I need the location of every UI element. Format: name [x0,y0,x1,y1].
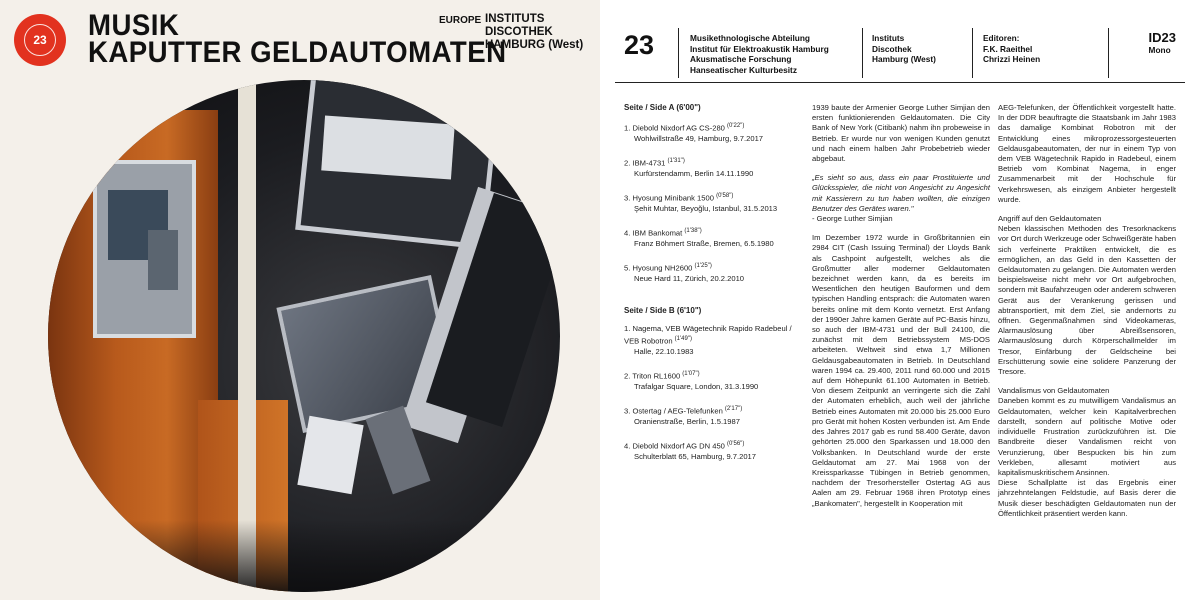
editor-name: Chrizzi Heinen [983,54,1041,64]
track-number: 4. [624,441,631,451]
catalog-number: 23 [24,24,56,56]
track-location: Schulterblatt 65, Hamburg, 9.7.2017 [634,451,756,461]
institute-block [872,33,936,65]
header-divider [1108,28,1109,78]
side-b-heading: Seite / Side B (6'10") [624,305,702,315]
track-number: 4. [624,228,631,238]
quote-author: - George Luther Simjian [812,214,893,224]
track-duration: (1'25") [694,262,712,269]
atm-keypad-left [148,230,178,290]
track-name: Ostertag / AEG-Telefunken [632,406,723,416]
track-item [624,121,802,144]
track-item [624,439,802,462]
essay-paragraph: Daneben kommt es zu mutwilligem Vandalismus an Geldautomaten, welcher kein Kapitalverbrechen darstellt, sondern auf politische Motive oder individuelle Frustration zurückzuführen ist. Die Bandbreite dieser Vandalismen reicht von Verunzierung, über Bespucken bis hin zum Verkleben, allesamt motiviert aus kapitalismuskritischem Ansinnen. [998,396,1176,477]
liner-notes [600,0,1200,600]
track-duration: (0'56") [727,441,745,448]
editors-block [983,33,1040,65]
essay-column-2 [812,103,990,518]
track-duration: (1'31") [667,158,685,165]
essay-paragraph: AEG-Telefunken, der Öffentlichkeit vorgestellt hatte. In der DDR beauftragte die Staatsbank im Jahr 1983 das damalige Kombinat Robotron mit der Entwicklung eines mikroprozessorgesteuerten Geldausgabeautomaten, der nur in einem Typ von dem VEB Wägetechnik Rapido in Radebeul, einem Betrieb vom Kombinat Nagema, in enger Zusammenarbeit mit der Hochschule für Verkehrswesen, als einzigem Anbieter hergestellt wurde. [998,103,1176,204]
track-location: Trafalgar Square, London, 31.3.1990 [634,381,759,391]
department-line: Akusmatische Forschung [690,54,792,64]
editor-name: F.K. Raeithel [983,43,1033,54]
track-number: 1. [624,123,631,133]
track-duration: (1'38") [684,228,702,235]
release-format: Mono [1148,45,1171,55]
track-item [624,404,802,427]
track-number: 3. [624,406,631,416]
tracklist-column [624,103,802,474]
header-rule [615,82,1185,83]
album-title-line1: MUSIK [88,9,180,42]
track-number: 5. [624,263,631,273]
header-divider [678,28,679,78]
essay-paragraph: Neben klassischen Methoden des Tresorknackens vor Ort durch Werkzeuge oder Schweißgeräte haben sich verfeinerte Praktiken entwickelt, die es ermöglichen, an das Geld in den Kassetten der Geldautomaten zu gelangen. Die Automaten werden beispielsweise nicht mehr vor Ort aufgebrochen, sondern mit Baufahrzeugen oder anderem schweren Gerät aus der Verankerung gerissen und abtransportiert, mit dem Ziel, sie andernorts zu öffnen. Gegenmaßnahmen sind Videokameras, Alarmauslösung über Abreißsensoren, Alarmauslösung durch Körperschallmelder im Tresor, Einfärbung der Geldscheine bei Erschütterung sowie eine solidere Panzerung der Tresore. [998,224,1176,377]
track-duration: (0'22") [727,123,745,130]
track-item [624,369,802,392]
track-item [624,226,802,249]
atm-shelf [321,116,455,180]
track-name: Nagema, VEB Wägetechnik Rapido Radebeul / VEB Robotron [624,324,792,346]
department-line: Hanseatischer Kulturbesitz [690,64,797,75]
track-item [624,261,802,284]
institute-line: HAMBURG (West) [485,39,584,51]
liner-catalog-number: 23 [624,30,655,60]
track-location: Franz Böhmert Straße, Bremen, 6.5.1980 [634,238,774,248]
essay-subheading: Angriff auf den Geldautomaten [998,214,1102,224]
track-number: 3. [624,193,631,203]
region-label: EUROPE [439,15,482,26]
institute-line: INSTITUTS [485,13,545,25]
essay-paragraph: Im Dezember 1972 wurde in Großbritannien ein 2984 CIT (Cash Issuing Terminal) der Lloyds Bank als Cashpoint aufgestellt, welches als die Großmutter aller moderner Geldautomaten bezeichnet werden kann, da es bereits im Wesentlichen den heutigen Bauformen und dem typischen Handling entsprach: die Automaten waren bereits online mit dem Konto vernetzt. Erst Anfang der 1990er Jahre kamen Geräte auf PC-Basis hinzu, so auch der IBM-4731 und der Bull 24100, die zunächst mit dem Betriebssystem MS-DOS arbeiteten. Weltweit sind etwa 1,7 Millionen Geldausgabeautomaten in Betrieb. In Deutschland waren 1994 ca. 29.400, 2011 rund 60.000 und 2015 auf dem Höhepunkt 61.100 Automaten in Betrieb. Von diesem Zeitpunkt an verringerte sich die Zahl der Automaten erheblich, auch weil der jährliche Betrieb eines Automaten mit 20.000 bis 25.000 Euro pro Gerät mit hohen Kosten verbunden ist. Am Ende des Jahres 2017 gab es rund 58.400 Geräte, davon gehörten 25.000 den Sparkassen und 18.000 den Volksbanken. In Deutschland wurde der erste Geldautomat am 27. Mai 1968 von der Kreissparkasse Tübingen in Betrieb genommen, nachdem der Tresorhersteller Ostertag AG aus Aalen am 29. Februar 1968 ihren Prototyp eines „Bankomaten", hergestellt in Kooperation mit [812,233,990,508]
track-duration: (0'58") [716,193,734,200]
floor-shadow [48,520,560,592]
catalog-number-badge [14,14,66,66]
track-location: Halle, 22.10.1983 [634,347,694,357]
track-location: Neue Hard 11, Zürich, 20.2.2010 [634,273,745,283]
header-divider [862,28,863,78]
track-duration: (1'07") [682,371,700,378]
track-item [624,191,802,214]
track-duration: (1'49") [674,336,692,343]
album-title-line2: KAPUTTER GELDAUTOMATEN [88,36,507,69]
track-location: Oranienstraße, Berlin, 1.5.1987 [634,416,740,426]
track-location: Şehit Muhtar, Beyoğlu, Istanbul, 31.5.2013 [634,203,778,213]
track-location: Wohlwillstraße 49, Hamburg, 9.7.2017 [634,133,764,143]
institute-line: Hamburg (West) [872,54,936,64]
wall-strip [238,80,256,592]
track-duration: (2'17") [724,406,743,413]
track-item [624,156,802,179]
track-location: Kurfürstendamm, Berlin 14.11.1990 [634,168,754,178]
track-name: Hyosung Minibank 1500 [632,193,714,203]
essay-quote: „Es sieht so aus, dass ein paar Prostituierte und Glücksspieler, die nicht von Angesicht zu Angesicht mit Kassierern zu tun haben wollten, die einzigen Benutzer des Gerätes waren." [812,173,990,213]
id-block [1149,30,1176,55]
institute-label [485,13,583,52]
track-name: IBM Bankomat [632,228,683,238]
track-number: 2. [624,158,631,168]
institute-line: DISCOTHEK [485,26,553,38]
editors-label: Editoren: [983,33,1020,43]
track-name: Triton RL1600 [632,371,681,381]
release-id: ID23 [1148,30,1176,45]
track-number: 2. [624,371,631,381]
track-name: Diebold Nixdorf AG CS-280 [632,123,725,133]
essay-paragraph: Diese Schallplatte ist das Ergebnis einer jahrzehntelangen Feldstudie, auf Basis derer die Musik dieser beschädigten Geldautomaten nun der Öffentlichkeit präsentiert werden kann. [998,478,1176,518]
track-name: IBM-4731 [632,158,666,168]
department-line: Musikethnologische Abteilung [690,33,811,43]
track-item [624,324,802,357]
department-block [690,33,829,75]
cover-photo-disc [48,80,560,592]
department-line: Institut für Elektroakustik Hamburg [690,43,829,54]
essay-column-3 [998,103,1176,528]
header-divider [972,28,973,78]
track-name: Diebold Nixdorf AG DN 450 [632,441,725,451]
track-number: 1. [624,324,631,334]
essay-subheading: Vandalismus von Geldautomaten [998,386,1110,396]
institute-line: Discothek [872,43,912,54]
side-a-heading: Seite / Side A (6'00") [624,103,701,112]
institute-line: Instituts [872,33,905,43]
track-name: Hyosung NH2600 [632,263,693,273]
essay-paragraph: 1939 baute der Armenier George Luther Simjian den ersten funktionierenden Geldautomaten. Die City Bank of New York (Citibank) nahm ihn probeweise in Betrieb. Er wurde nur von wenigen Kunden genutzt und nach einem halben Jahr Probebetrieb wieder abgebaut. [812,103,990,164]
atm-card-panel [297,416,363,494]
